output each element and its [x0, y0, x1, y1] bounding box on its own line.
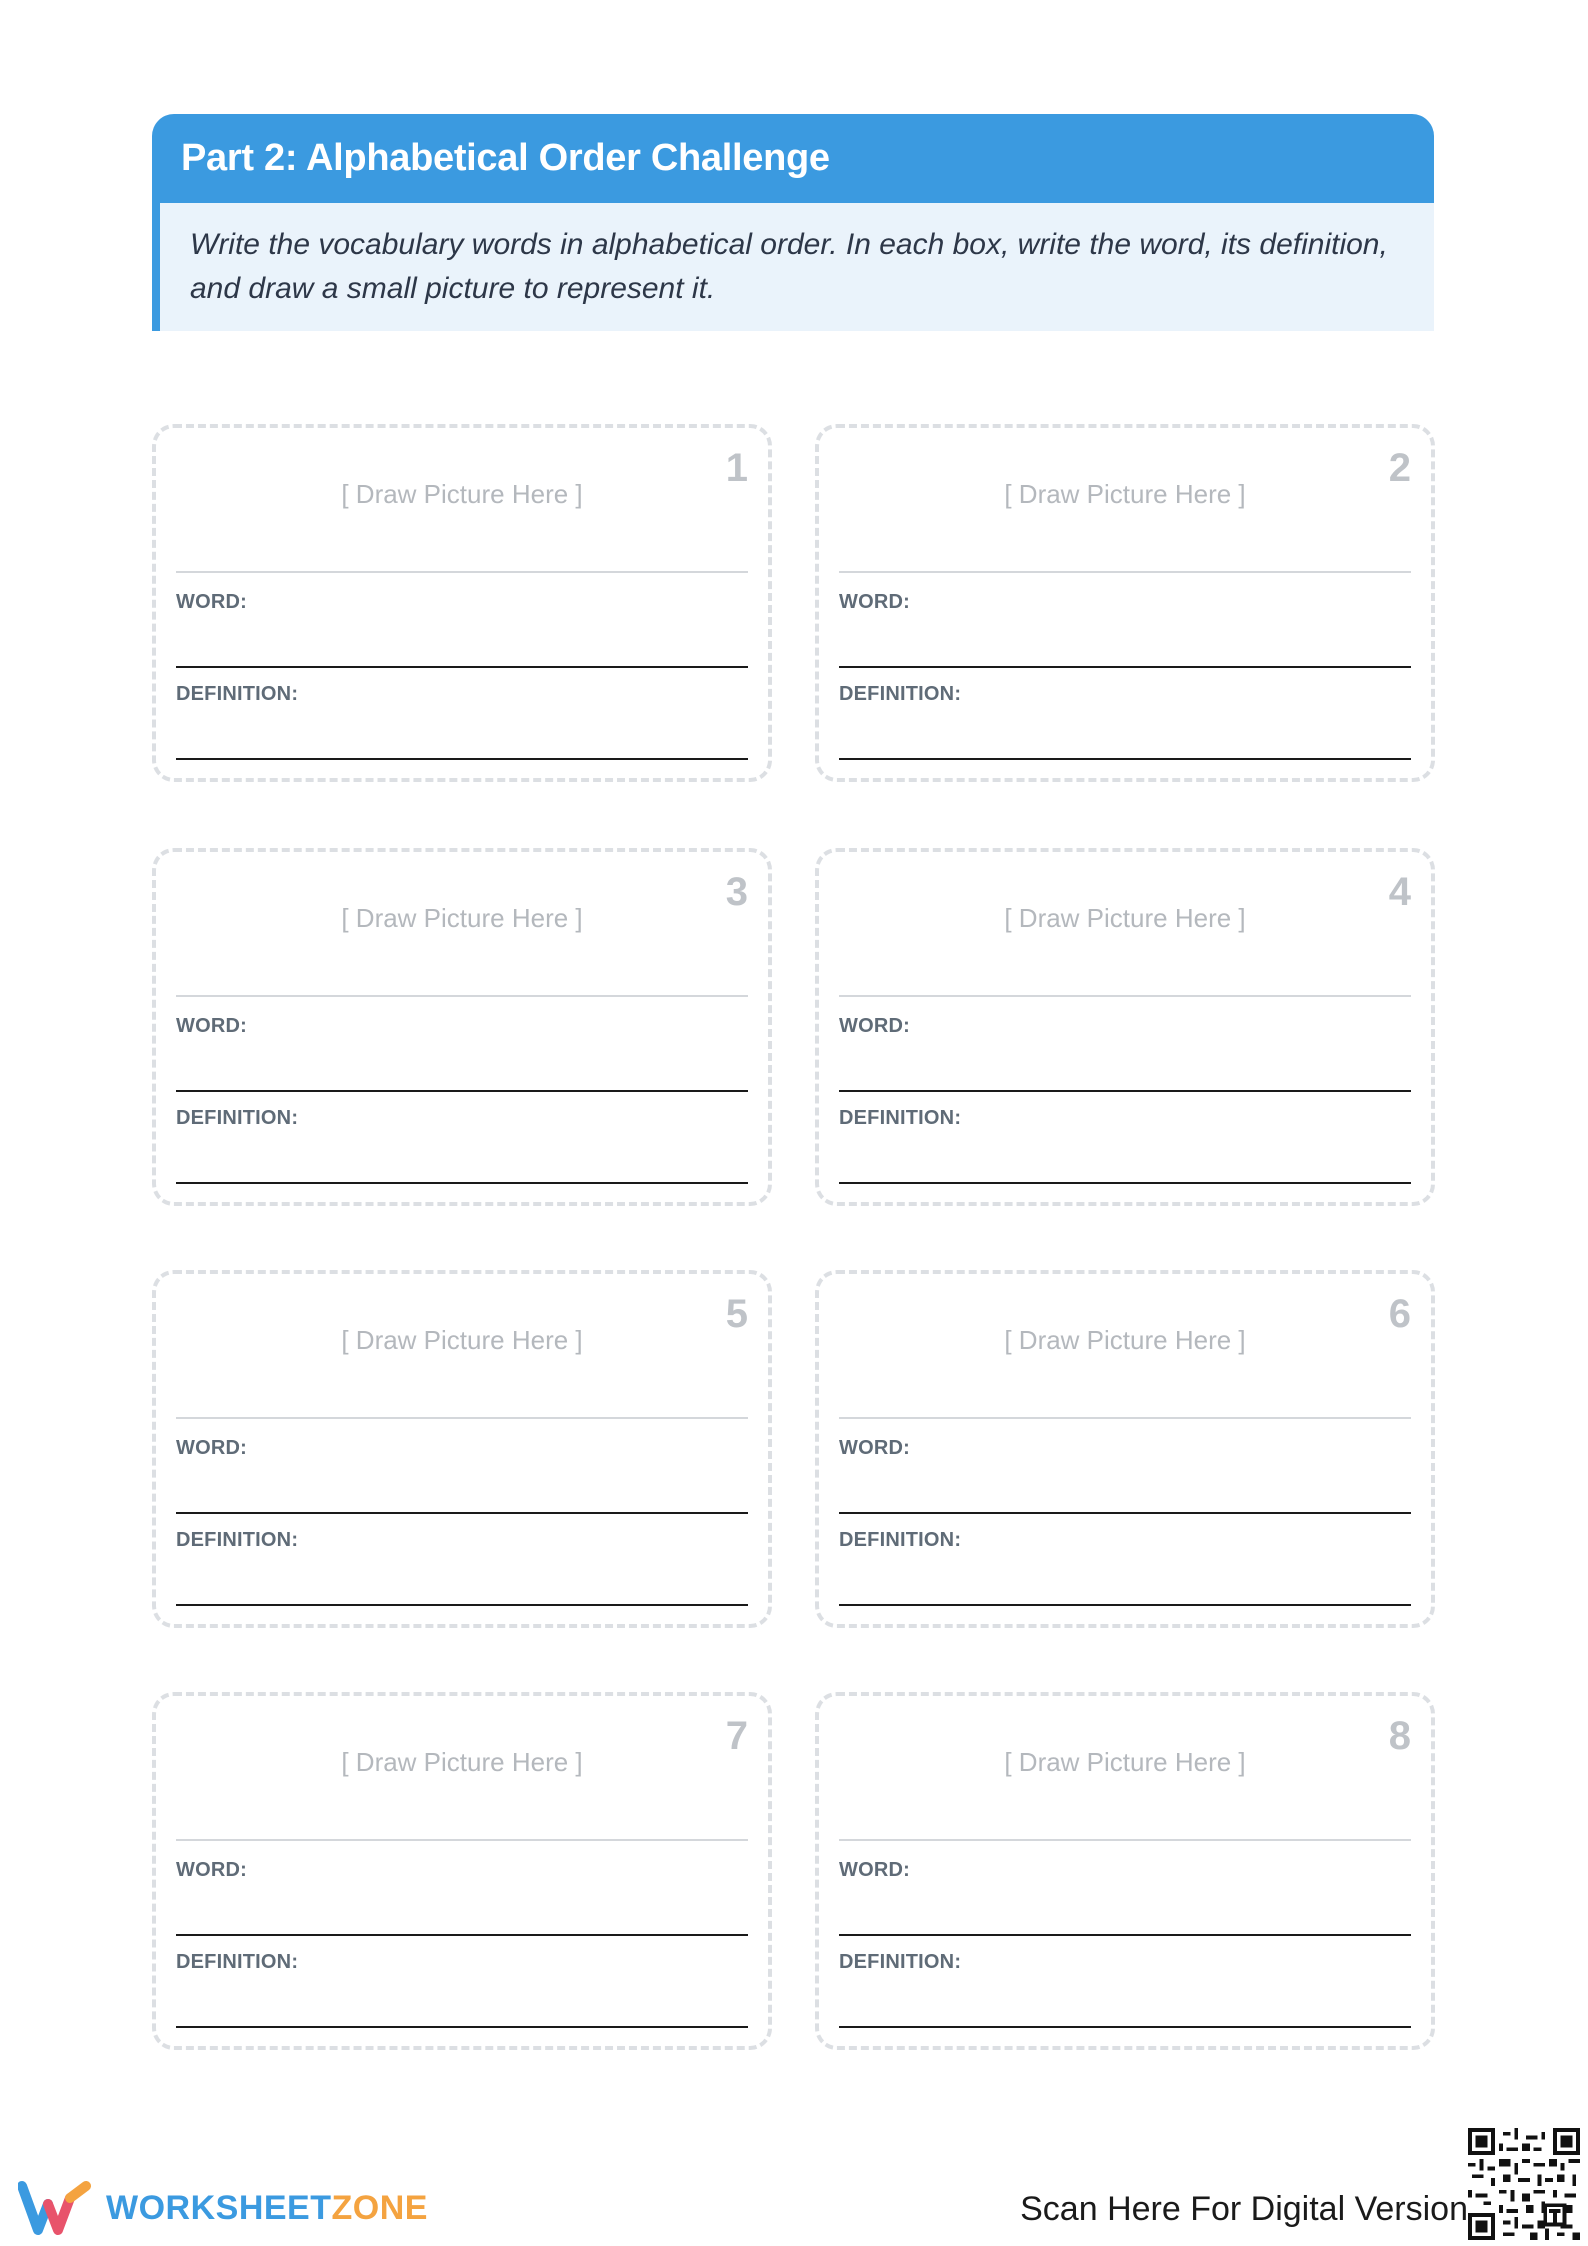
vocab-card-2 — [815, 424, 1435, 782]
picture-area[interactable] — [839, 1696, 1411, 1841]
picture-hint: [ Draw Picture Here ] — [1004, 1325, 1246, 1355]
vocab-card-1 — [152, 424, 772, 782]
word-label: WORD: — [176, 1437, 247, 1459]
picture-area[interactable] — [839, 852, 1411, 997]
scan-text: Scan Here For Digital Version — [1020, 2190, 1468, 2228]
card-number: 6 — [1388, 1292, 1411, 1336]
section-header — [152, 114, 1434, 203]
vocab-card-4 — [815, 848, 1435, 1206]
word-label: WORD: — [176, 591, 247, 613]
card-number: 1 — [725, 446, 748, 490]
picture-hint: [ Draw Picture Here ] — [341, 479, 583, 509]
picture-area[interactable] — [839, 1274, 1411, 1419]
picture-area[interactable] — [176, 428, 748, 573]
card-number: 8 — [1388, 1714, 1411, 1758]
definition-line[interactable] — [176, 2026, 748, 2028]
word-label: WORD: — [839, 1859, 910, 1881]
definition-label: DEFINITION: — [176, 683, 299, 705]
section — [152, 114, 1434, 331]
instructions: Write the vocabulary words in alphabetical order. In each box, write the word, its definition, and draw a small picture to represent it. — [152, 203, 1434, 331]
word-line[interactable] — [839, 666, 1411, 668]
picture-hint: [ Draw Picture Here ] — [341, 903, 583, 933]
definition-line[interactable] — [176, 1182, 748, 1184]
word-line[interactable] — [176, 1512, 748, 1514]
picture-hint: [ Draw Picture Here ] — [1004, 479, 1246, 509]
worksheetzone-logo[interactable] — [18, 2180, 428, 2236]
picture-area[interactable] — [839, 428, 1411, 573]
picture-area[interactable] — [176, 1696, 748, 1841]
word-line[interactable] — [176, 666, 748, 668]
card-number: 2 — [1388, 446, 1411, 490]
picture-hint: [ Draw Picture Here ] — [341, 1325, 583, 1355]
logo-text-primary: WORKSHEET — [106, 2188, 332, 2227]
vocab-card-6 — [815, 1270, 1435, 1628]
word-label: WORD: — [176, 1015, 247, 1037]
definition-label: DEFINITION: — [839, 1107, 962, 1129]
picture-area[interactable] — [176, 1274, 748, 1419]
definition-label: DEFINITION: — [176, 1107, 299, 1129]
definition-line[interactable] — [176, 758, 748, 760]
worksheetzone-logo-icon — [18, 2180, 92, 2236]
word-line[interactable] — [839, 1934, 1411, 1936]
vocab-card-5 — [152, 1270, 772, 1628]
definition-label: DEFINITION: — [176, 1951, 299, 1973]
word-label: WORD: — [839, 1437, 910, 1459]
word-label: WORD: — [176, 1859, 247, 1881]
definition-label: DEFINITION: — [839, 1951, 962, 1973]
picture-hint: [ Draw Picture Here ] — [341, 1747, 583, 1777]
word-line[interactable] — [176, 1090, 748, 1092]
card-number: 7 — [725, 1714, 748, 1758]
section-title: Part 2: Alphabetical Order Challenge — [181, 137, 830, 179]
definition-line[interactable] — [839, 1182, 1411, 1184]
qr-code-icon[interactable] — [1468, 2128, 1580, 2240]
logo-text-secondary: ZONE — [331, 2188, 428, 2227]
definition-line[interactable] — [839, 758, 1411, 760]
definition-label: DEFINITION: — [176, 1529, 299, 1551]
picture-area[interactable] — [176, 852, 748, 997]
vocab-card-3 — [152, 848, 772, 1206]
word-line[interactable] — [839, 1090, 1411, 1092]
vocab-card-8 — [815, 1692, 1435, 2050]
definition-line[interactable] — [839, 2026, 1411, 2028]
definition-label: DEFINITION: — [839, 683, 962, 705]
word-label: WORD: — [839, 591, 910, 613]
card-number: 5 — [725, 1292, 748, 1336]
word-label: WORD: — [839, 1015, 910, 1037]
vocab-card-7 — [152, 1692, 772, 2050]
card-number: 3 — [725, 870, 748, 914]
picture-hint: [ Draw Picture Here ] — [1004, 903, 1246, 933]
word-line[interactable] — [176, 1934, 748, 1936]
picture-hint: [ Draw Picture Here ] — [1004, 1747, 1246, 1777]
definition-line[interactable] — [839, 1604, 1411, 1606]
word-line[interactable] — [839, 1512, 1411, 1514]
card-number: 4 — [1388, 870, 1411, 914]
definition-line[interactable] — [176, 1604, 748, 1606]
logo-text — [106, 2189, 428, 2228]
definition-label: DEFINITION: — [839, 1529, 962, 1551]
